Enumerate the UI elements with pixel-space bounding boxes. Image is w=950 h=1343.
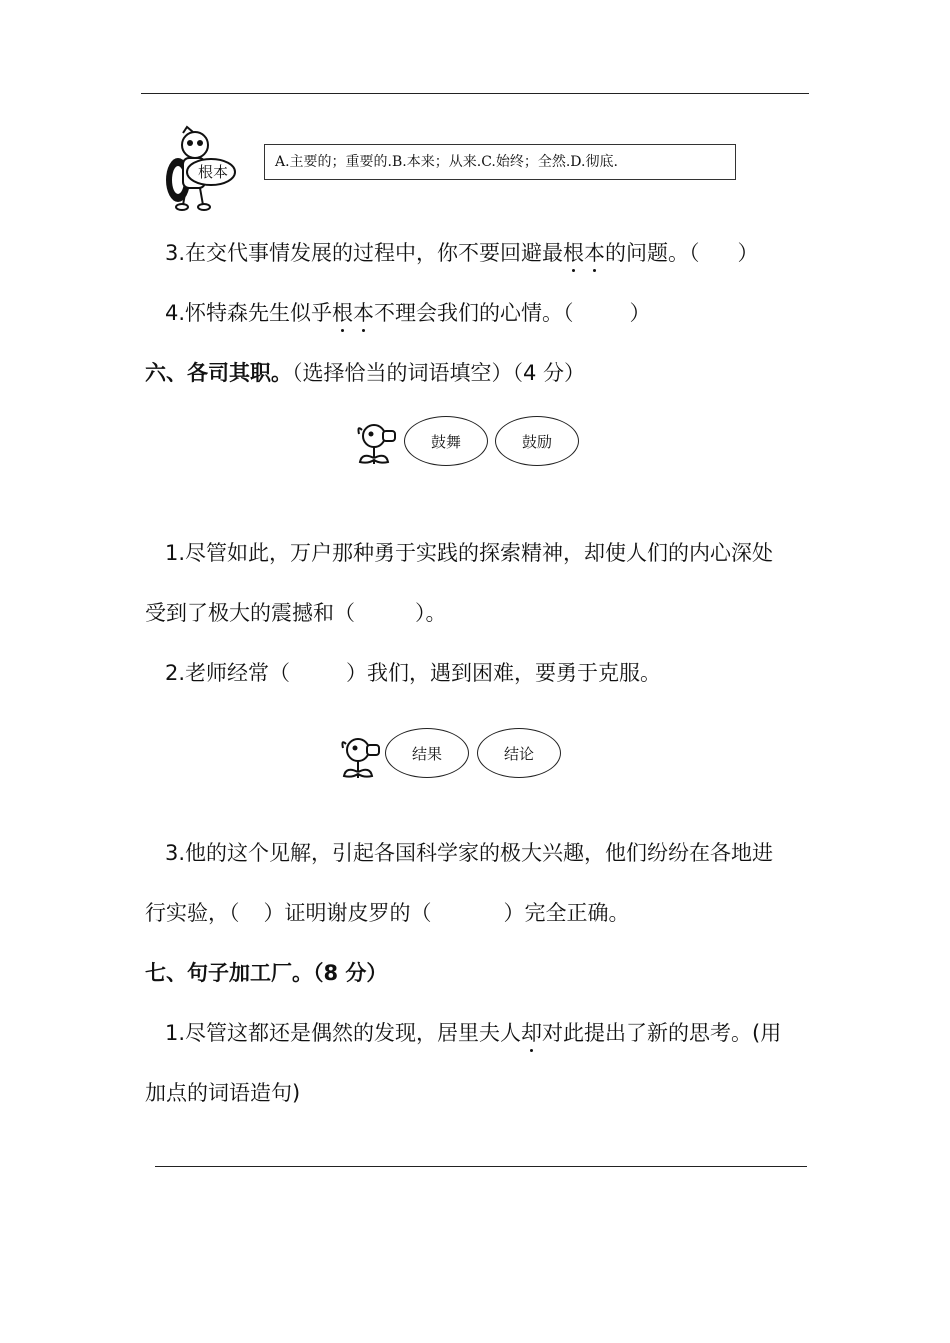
word-choice-jie-lun: 结论 [477,728,561,778]
mascot-word: 根本 [197,163,228,181]
word-choice-gu-wu: 鼓舞 [404,416,488,466]
section6-q3-line1: 3.他的这个见解，引起各国科学家的极大兴趣，他们纷纷在各地进 [165,841,774,865]
section6-q1-line1: 1.尽管如此，万户那种勇于实践的探索精神，却使人们的内心深处 [165,541,774,565]
section6-heading: 六、各司其职。（选择恰当的词语填空）（4 分） [145,361,586,385]
peashooter-icon [338,736,386,784]
dotted-char: 根 [332,301,354,325]
top-rule [141,93,809,94]
section7-heading: 七、句子加工厂。（8 分） [145,961,388,985]
peashooter-icon [354,422,402,470]
section7-q1-line2: 加点的词语造句) [145,1081,301,1105]
q5-item4: 4.怀特森先生似乎根本不理会我们的心情。（ ） [165,301,651,325]
dotted-char: 本 [353,301,375,325]
dotted-char: 根 [563,241,585,265]
q5-item3: 3.在交代事情发展的过程中，你不要回避最根本的问题。（ ） [165,241,759,265]
word-choice-jie-guo: 结果 [385,728,469,778]
section6-q2: 2.老师经常（ ）我们，遇到困难，要勇于克服。 [165,661,662,685]
section7-q1-line1: 1.尽管这都还是偶然的发现，居里夫人却对此提出了新的思考。(用 [165,1021,782,1045]
word-choice-gu-li: 鼓励 [495,416,579,466]
dotted-char: 本 [584,241,606,265]
section6-q3-line2: 行实验，（ ）证明谢皮罗的（ ）完全正确。 [145,901,630,925]
answer-line [155,1166,807,1167]
section6-q1-line2: 受到了极大的震撼和（ ）。 [145,601,447,625]
definition-box: A.主要的；重要的.B.本来；从来.C.始终；全然.D.彻底. [264,144,736,180]
dotted-char: 却 [521,1021,543,1045]
